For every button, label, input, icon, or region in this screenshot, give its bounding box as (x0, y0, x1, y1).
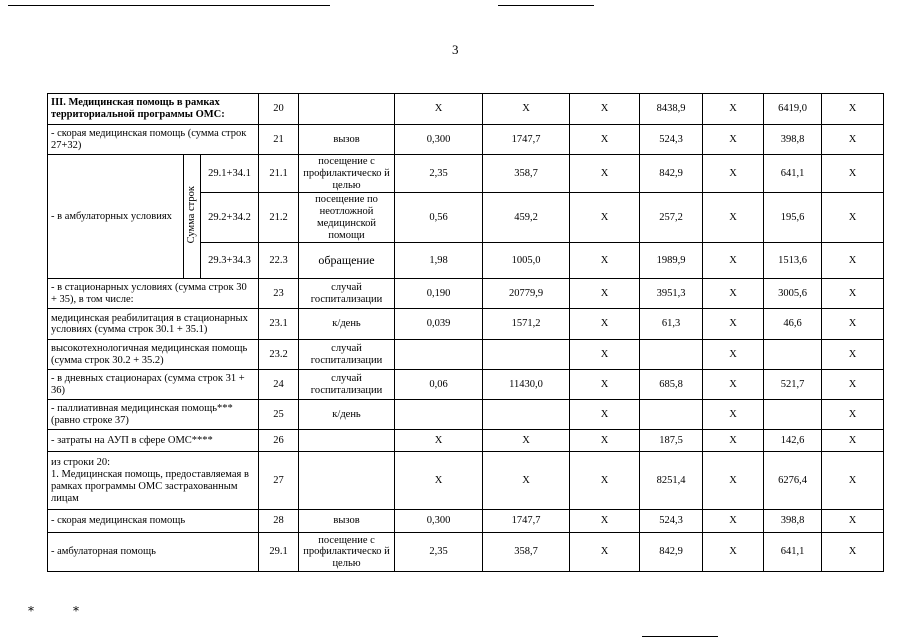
value-cell: Х (570, 94, 640, 125)
value-cell: 195,6 (764, 193, 822, 243)
unit-cell: вызов (299, 510, 395, 533)
value-cell (764, 340, 822, 370)
value-cell: Х (822, 279, 884, 309)
value-cell (483, 340, 570, 370)
table-row (48, 533, 884, 572)
unit-cell: вызов (299, 125, 395, 155)
value-cell: 358,7 (483, 155, 570, 193)
value-cell: Х (570, 309, 640, 340)
row-label (48, 452, 259, 510)
value-cell: 3951,3 (640, 279, 703, 309)
value-cell: 398,8 (764, 510, 822, 533)
unit-cell (299, 452, 395, 510)
table-row (48, 94, 884, 125)
row-number: 20 (259, 94, 299, 125)
value-cell: 1513,6 (764, 243, 822, 279)
value-cell: 0,56 (395, 193, 483, 243)
row-label: - затраты на АУП в сфере ОМС**** (48, 430, 259, 452)
formula-cell: 29.1+34.1 (201, 155, 259, 193)
value-cell: Х (570, 533, 640, 572)
row-number: 23.1 (259, 309, 299, 340)
row-label-main: 1. Медицинская помощь, предоставляемая в рамках программы ОМС застрахованным лицам (51, 469, 249, 504)
value-cell: Х (703, 243, 764, 279)
value-cell (640, 400, 703, 430)
value-cell: 1571,2 (483, 309, 570, 340)
table-row (48, 340, 884, 370)
unit-cell (299, 94, 395, 125)
value-cell (395, 340, 483, 370)
top-rule-right (498, 5, 594, 6)
row-label: высокотехнологичная медицинская помощь (сумма строк 30.2 + 35.2) (48, 340, 259, 370)
value-cell: Х (822, 309, 884, 340)
value-cell: 46,6 (764, 309, 822, 340)
value-cell: 2,35 (395, 533, 483, 572)
value-cell: 459,2 (483, 193, 570, 243)
value-cell: Х (570, 452, 640, 510)
row-label: - скорая медицинская помощь (сумма строк 27+32) (48, 125, 259, 155)
value-cell: 524,3 (640, 510, 703, 533)
page-number: 3 (452, 42, 459, 57)
bottom-rule (642, 636, 718, 637)
row-label: - в стационарных условиях (сумма строк 30 + 35), в том числе: (48, 279, 259, 309)
value-cell: Х (703, 279, 764, 309)
formula-cell: 29.3+34.3 (201, 243, 259, 279)
value-cell: 521,7 (764, 370, 822, 400)
row-number: 21.1 (259, 155, 299, 193)
value-cell: Х (570, 430, 640, 452)
value-cell: Х (395, 94, 483, 125)
value-cell: 0,039 (395, 309, 483, 340)
value-cell: Х (570, 155, 640, 193)
row-number: 23 (259, 279, 299, 309)
value-cell: 3005,6 (764, 279, 822, 309)
table-row (48, 155, 884, 193)
row-number: 27 (259, 452, 299, 510)
value-cell: Х (570, 340, 640, 370)
value-cell: 0,300 (395, 510, 483, 533)
value-cell (640, 340, 703, 370)
row-label: - скорая медицинская помощь (48, 510, 259, 533)
formula-cell: 29.2+34.2 (201, 193, 259, 243)
value-cell: 1,98 (395, 243, 483, 279)
row-label: медицинская реабилитация в стационарных условиях (сумма строк 30.1 + 35.1) (48, 309, 259, 340)
row-label: - амбулаторная помощь (48, 533, 259, 572)
value-cell: Х (822, 370, 884, 400)
oms-table (47, 93, 884, 572)
unit-cell: обращение (299, 243, 395, 279)
value-cell: 61,3 (640, 309, 703, 340)
value-cell: 0,190 (395, 279, 483, 309)
value-cell: Х (703, 340, 764, 370)
value-cell: Х (822, 94, 884, 125)
value-cell: Х (703, 370, 764, 400)
row-number: 21 (259, 125, 299, 155)
row-label: - паллиативная медицинская помощь***(равно строке 37) (48, 400, 259, 430)
value-cell: 358,7 (483, 533, 570, 572)
value-cell: 0,300 (395, 125, 483, 155)
value-cell: 2,35 (395, 155, 483, 193)
value-cell: Х (570, 400, 640, 430)
value-cell: Х (570, 279, 640, 309)
value-cell: Х (822, 533, 884, 572)
row-number: 26 (259, 430, 299, 452)
top-rule-left (8, 5, 330, 6)
row-number: 28 (259, 510, 299, 533)
value-cell (483, 400, 570, 430)
row-label: - в дневных стационарах (сумма строк 31 + 36) (48, 370, 259, 400)
footer-marks: ⁎ ⁎ (28, 600, 97, 614)
table-row (48, 452, 884, 510)
unit-cell: случай госпитализации (299, 279, 395, 309)
value-cell: Х (703, 94, 764, 125)
value-cell: 641,1 (764, 533, 822, 572)
value-cell: Х (703, 510, 764, 533)
value-cell: Х (822, 400, 884, 430)
value-cell: 1747,7 (483, 510, 570, 533)
row-number: 25 (259, 400, 299, 430)
unit-cell: посещение с профилактическо й целью (299, 533, 395, 572)
table-row (48, 430, 884, 452)
ambulatory-label: - в амбулаторных условиях (48, 155, 184, 279)
value-cell: Х (570, 510, 640, 533)
value-cell: 8251,4 (640, 452, 703, 510)
value-cell: 641,1 (764, 155, 822, 193)
value-cell: 685,8 (640, 370, 703, 400)
value-cell: Х (703, 452, 764, 510)
value-cell: Х (395, 430, 483, 452)
unit-cell (299, 430, 395, 452)
value-cell: Х (822, 430, 884, 452)
value-cell: Х (570, 243, 640, 279)
value-cell: Х (822, 452, 884, 510)
row-number: 24 (259, 370, 299, 400)
value-cell: 187,5 (640, 430, 703, 452)
table-row (48, 125, 884, 155)
value-cell: Х (703, 125, 764, 155)
value-cell: Х (822, 125, 884, 155)
value-cell: Х (822, 340, 884, 370)
row-number: 23.2 (259, 340, 299, 370)
row-number: 29.1 (259, 533, 299, 572)
value-cell: 1747,7 (483, 125, 570, 155)
value-cell: 142,6 (764, 430, 822, 452)
value-cell: 1005,0 (483, 243, 570, 279)
unit-cell: случай госпитализации (299, 340, 395, 370)
unit-cell: посещение по неотложной медицинской помощи (299, 193, 395, 243)
table-row (48, 279, 884, 309)
value-cell: 1989,9 (640, 243, 703, 279)
value-cell: Х (822, 243, 884, 279)
value-cell: Х (703, 430, 764, 452)
value-cell: 6419,0 (764, 94, 822, 125)
value-cell: 842,9 (640, 533, 703, 572)
value-cell: 8438,9 (640, 94, 703, 125)
unit-cell: к/день (299, 309, 395, 340)
value-cell: Х (395, 452, 483, 510)
unit-cell: посещение с профилактическо й целью (299, 155, 395, 193)
value-cell: Х (703, 309, 764, 340)
value-cell: Х (822, 510, 884, 533)
table-row (48, 370, 884, 400)
row-label: III. Медицинская помощь в рамках территориальной программы ОМС: (48, 94, 259, 125)
table-row (48, 400, 884, 430)
value-cell: 11430,0 (483, 370, 570, 400)
table-row (48, 510, 884, 533)
value-cell: 6276,4 (764, 452, 822, 510)
value-cell: Х (703, 155, 764, 193)
value-cell: Х (703, 193, 764, 243)
value-cell: 0,06 (395, 370, 483, 400)
value-cell: Х (483, 94, 570, 125)
value-cell (395, 400, 483, 430)
value-cell (764, 400, 822, 430)
value-cell: Х (570, 370, 640, 400)
row-label-intro: из строки 20: (51, 457, 111, 469)
value-cell: 20779,9 (483, 279, 570, 309)
unit-cell: случай госпитализации (299, 370, 395, 400)
value-cell: Х (703, 400, 764, 430)
value-cell: 842,9 (640, 155, 703, 193)
value-cell: 398,8 (764, 125, 822, 155)
row-number: 22.3 (259, 243, 299, 279)
value-cell: 257,2 (640, 193, 703, 243)
value-cell: Х (703, 533, 764, 572)
value-cell: Х (570, 125, 640, 155)
table-row (48, 309, 884, 340)
value-cell: 524,3 (640, 125, 703, 155)
value-cell: Х (822, 155, 884, 193)
sum-of-rows-label: Сумма строк (184, 155, 201, 279)
value-cell: Х (483, 430, 570, 452)
unit-cell: к/день (299, 400, 395, 430)
value-cell: Х (570, 193, 640, 243)
row-number: 21.2 (259, 193, 299, 243)
value-cell: Х (822, 193, 884, 243)
value-cell: Х (483, 452, 570, 510)
